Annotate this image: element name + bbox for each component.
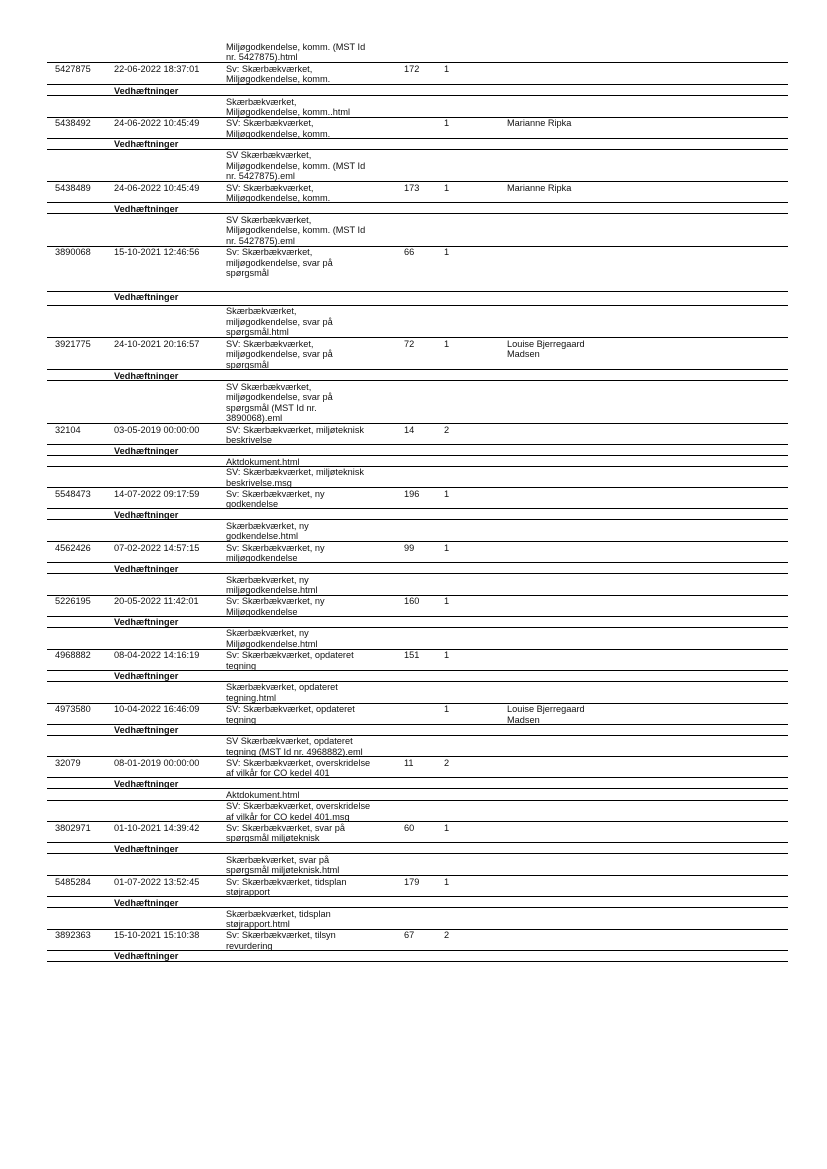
document-date: 20-05-2022 11:42:01 — [114, 596, 199, 607]
attachment-filename — [226, 801, 370, 822]
document-number: 66 — [404, 247, 415, 258]
attachment-header-row — [47, 202, 788, 213]
attachment-header-row — [47, 724, 788, 735]
document-id: 3802971 — [55, 822, 91, 833]
document-number: 11 — [404, 757, 414, 768]
document-title — [226, 247, 333, 279]
document-title-line: spørgsmål miljøteknisk — [226, 833, 320, 844]
attachment-filename-line: tegning.html — [226, 692, 277, 703]
document-title-line: tegning — [226, 660, 257, 671]
attachment-filename-line: spørgsmål miljøteknisk.html — [226, 865, 340, 876]
document-title-line: Sv: Skærbækværket, tilsyn — [226, 930, 336, 941]
document-id: 5548473 — [55, 488, 91, 499]
document-number: 151 — [404, 650, 420, 661]
sender-name — [507, 704, 585, 725]
attachment-file-row — [47, 455, 788, 466]
document-date: 07-02-2022 14:57:15 — [114, 542, 200, 553]
attachment-header-label: Vedhæftninger — [114, 139, 179, 150]
attachment-file-row — [47, 305, 788, 337]
attachment-header-label: Vedhæftninger — [114, 843, 179, 854]
attachment-filename-line: Skærbækværket, — [226, 306, 297, 317]
attachment-filename-line: Aktdokument.html — [226, 789, 300, 800]
attachment-header-row — [47, 444, 788, 455]
attachment-header-row — [47, 896, 788, 907]
sender-name-line: Louise Bjerregaard — [507, 338, 585, 349]
document-title-line: af vilkår for CO kedel 401 — [226, 768, 330, 779]
document-title-line: Sv: Skærbækværket, tidsplan — [226, 876, 347, 887]
attachment-count: 1 — [444, 822, 450, 833]
attachment-filename-line: SV: Skærbækværket, overskridelse — [226, 801, 371, 811]
attachment-header-row — [47, 508, 788, 519]
document-title-line: Sv: Skærbækværket, — [226, 247, 313, 258]
attachment-filename-line: SV Skærbækværket, — [226, 150, 312, 161]
attachment-count: 1 — [444, 247, 450, 258]
record-row — [47, 756, 788, 777]
attachment-header-label: Vedhæftninger — [114, 778, 179, 789]
attachment-filename — [226, 521, 309, 542]
record-row — [47, 703, 788, 724]
attachment-count: 1 — [444, 63, 450, 74]
sender-name-line: Marianne Ripka — [507, 182, 572, 193]
attachment-filename-line: Miljøgodkendelse, komm. (MST Id — [226, 41, 366, 52]
record-row — [47, 541, 788, 562]
document-number: 67 — [404, 930, 415, 941]
document-title-line: Miljøgodkendelse, komm. — [226, 128, 331, 139]
attachment-header-label: Vedhæftninger — [114, 509, 179, 520]
document-title-line: Miljøgodkendelse — [226, 606, 298, 617]
attachment-header-row — [47, 950, 788, 961]
document-title-line: SV: Skærbækværket, — [226, 338, 314, 349]
attachment-filename — [226, 150, 365, 182]
sender-name — [507, 118, 571, 129]
attachment-filename-line: SV: Skærbækværket, miljøteknisk — [226, 467, 365, 477]
attachment-count: 1 — [444, 488, 450, 499]
document-id: 5485284 — [55, 876, 91, 887]
attachment-filename-line: Skærbækværket, — [226, 96, 297, 107]
attachment-file-row — [47, 466, 788, 488]
document-title-line: miljøgodkendelse, svar på — [226, 349, 333, 360]
attachment-filename-line: Miljøgodkendelse, komm..html — [226, 107, 351, 118]
attachment-filename-line: SV Skærbækværket, opdateret — [226, 736, 353, 746]
record-row — [47, 929, 788, 950]
attachment-count: 2 — [444, 424, 450, 435]
document-number: 179 — [404, 876, 420, 887]
sender-name — [507, 339, 585, 360]
attachment-filename-line: Miljøgodkendelse.html — [226, 638, 318, 649]
document-title-line: beskrivelse — [226, 435, 272, 446]
document-id: 32104 — [55, 424, 81, 435]
attachment-count: 2 — [444, 930, 450, 941]
document-title-line: godkendelse — [226, 499, 279, 510]
document-title — [226, 339, 333, 371]
document-title-line: SV: Skærbækværket, — [226, 182, 314, 193]
document-number: 14 — [404, 424, 415, 435]
attachment-filename-line: nr. 5427875).html — [226, 52, 298, 63]
attachment-filename-line: Skærbækværket, ny — [226, 628, 309, 639]
document-title-line: Miljøgodkendelse, komm. — [226, 193, 331, 204]
attachment-file-row — [47, 735, 788, 757]
document-number: 160 — [404, 596, 420, 607]
attachment-file-row — [47, 380, 788, 423]
attachment-filename-line: 3890068).eml — [226, 413, 283, 424]
document-title-line: spørgsmål — [226, 268, 269, 279]
document-title — [226, 704, 355, 725]
attachment-header-label: Vedhæftninger — [114, 897, 179, 908]
attachment-count: 1 — [444, 876, 450, 887]
document-date: 15-10-2021 12:46:56 — [114, 247, 200, 258]
attachment-filename-line: miljøgodkendelse.html — [226, 585, 318, 596]
document-title — [226, 489, 325, 510]
record-row — [47, 821, 788, 842]
document-title-line: Sv: Skærbækværket, ny — [226, 596, 325, 607]
attachment-filename — [226, 736, 363, 757]
document-date: 01-10-2021 14:39:42 — [114, 822, 200, 833]
attachment-file-row — [47, 149, 788, 181]
document-number: 172 — [404, 63, 420, 74]
attachment-header-row — [47, 138, 788, 149]
attachment-filename — [226, 382, 333, 424]
attachment-filename-line: miljøgodkendelse, svar på — [226, 316, 333, 327]
document-title-line: Sv: Skærbækværket, ny — [226, 488, 325, 499]
document-title-line: tegning — [226, 714, 257, 725]
document-title — [226, 877, 347, 898]
document-title — [226, 118, 330, 139]
attachment-header-label: Vedhæftninger — [114, 203, 179, 214]
attachment-filename-line: Aktdokument.html — [226, 456, 300, 467]
document-title-line: SV: Skærbækværket, miljøteknisk — [226, 424, 365, 435]
attachment-header-row — [47, 616, 788, 627]
attachment-filename — [226, 682, 338, 703]
document-title-line: miljøgodkendelse — [226, 553, 298, 564]
document-title-line: revurdering — [226, 940, 273, 951]
attachment-count: 1 — [444, 704, 450, 714]
attachment-file-row — [47, 788, 788, 799]
attachment-count: 1 — [444, 118, 450, 129]
record-row — [47, 246, 788, 291]
document-title-line: Sv: Skærbækværket, opdateret — [226, 650, 354, 661]
attachment-header-label: Vedhæftninger — [114, 617, 179, 628]
attachment-filename — [226, 97, 350, 118]
document-title-line: Sv: Skærbækværket, svar på — [226, 822, 345, 833]
attachment-header-row — [47, 291, 788, 305]
attachment-filename-line: af vilkår for CO kedel 401.msg — [226, 811, 350, 822]
document-id: 5226195 — [55, 596, 91, 607]
attachment-filename-line: tegning (MST Id nr. 4968882).eml — [226, 746, 363, 757]
document-date: 08-04-2022 14:16:19 — [114, 650, 200, 661]
attachment-filename-line: nr. 5427875).eml — [226, 235, 295, 246]
document-title-line: støjrapport — [226, 887, 270, 898]
attachment-filename — [226, 306, 333, 338]
attachment-header-row — [47, 562, 788, 573]
attachment-header-label: Vedhæftninger — [114, 85, 179, 96]
document-date: 15-10-2021 15:10:38 — [114, 930, 200, 941]
document-date: 22-06-2022 18:37:01 — [114, 63, 200, 74]
attachment-file-row — [47, 853, 788, 875]
attachment-header-row — [47, 777, 788, 788]
attachment-header-row — [47, 670, 788, 681]
attachment-header-row — [47, 84, 788, 95]
record-row — [47, 181, 788, 202]
record-row — [47, 62, 788, 84]
attachment-filename — [226, 909, 331, 930]
attachment-header-label: Vedhæftninger — [114, 370, 179, 381]
attachment-filename — [226, 42, 365, 63]
document-title — [226, 425, 364, 446]
attachment-file-row — [47, 627, 788, 649]
document-id: 4968882 — [55, 650, 91, 661]
attachment-header-row — [47, 369, 788, 380]
document-date: 24-06-2022 10:45:49 — [114, 182, 200, 193]
record-row — [47, 423, 788, 444]
document-title-line: Sv: Skærbækværket, ny — [226, 542, 325, 553]
document-number: 99 — [404, 542, 415, 553]
attachment-filename-line: SV Skærbækværket, — [226, 381, 312, 392]
attachment-filename — [226, 215, 365, 247]
document-number: 72 — [404, 338, 415, 349]
record-row — [47, 875, 788, 896]
document-date: 01-07-2022 13:52:45 — [114, 876, 200, 887]
attachment-filename-line: Miljøgodkendelse, komm. (MST Id — [226, 225, 366, 236]
document-date: 14-07-2022 09:17:59 — [114, 488, 200, 499]
sender-name-line: Madsen — [507, 714, 540, 725]
attachment-filename — [226, 855, 339, 876]
sender-name-line: Marianne Ripka — [507, 118, 572, 129]
record-row — [47, 649, 788, 670]
attachment-filename-line: beskrivelse.msg — [226, 477, 292, 488]
document-id: 5438489 — [55, 182, 91, 193]
attachment-filename — [226, 467, 364, 488]
attachment-filename-line: Skærbækværket, ny — [226, 520, 309, 531]
attachment-header-label: Vedhæftninger — [114, 292, 179, 303]
document-id: 3890068 — [55, 247, 91, 258]
document-id: 5438492 — [55, 118, 91, 129]
attachment-filename-line: Skærbækværket, svar på — [226, 854, 330, 865]
attachment-filename-line: Skærbækværket, ny — [226, 574, 309, 585]
document-date: 08-01-2019 00:00:00 — [114, 757, 200, 768]
record-row — [47, 595, 788, 616]
sender-name-line: Louise Bjerregaard — [507, 704, 585, 714]
attachment-filename-line: Skærbækværket, opdateret — [226, 682, 338, 693]
attachment-count: 2 — [444, 757, 450, 768]
attachment-file-row — [47, 40, 788, 62]
sender-name — [507, 183, 571, 194]
document-id: 4973580 — [55, 704, 91, 714]
document-date: 03-05-2019 00:00:00 — [114, 424, 200, 435]
attachment-header-row — [47, 842, 788, 853]
attachment-header-label: Vedhæftninger — [114, 445, 179, 456]
document-id: 3921775 — [55, 338, 91, 349]
attachment-header-label: Vedhæftninger — [114, 951, 179, 962]
attachment-header-label: Vedhæftninger — [114, 563, 179, 574]
document-title-line: miljøgodkendelse, svar på — [226, 257, 333, 268]
attachment-file-row — [47, 95, 788, 117]
attachment-file-row — [47, 800, 788, 822]
document-id: 5427875 — [55, 63, 91, 74]
document-number: 60 — [404, 822, 415, 833]
attachment-filename-line: godkendelse.html — [226, 531, 299, 542]
document-title — [226, 596, 325, 617]
document-date: 24-10-2021 20:16:57 — [114, 338, 200, 349]
attachment-file-row — [47, 907, 788, 929]
document-title-line: Sv: Skærbækværket, — [226, 63, 313, 74]
document-id: 4562426 — [55, 542, 91, 553]
document-title-line: Miljøgodkendelse, komm. — [226, 74, 331, 85]
document-id: 3892363 — [55, 930, 91, 941]
attachment-count: 1 — [444, 542, 450, 553]
record-row — [47, 487, 788, 508]
attachment-filename-line: spørgsmål (MST Id nr. — [226, 402, 317, 413]
attachment-filename-line: Skærbækværket, tidsplan — [226, 908, 331, 919]
attachment-filename-line: Miljøgodkendelse, komm. (MST Id — [226, 160, 366, 171]
attachment-filename-line: støjrapport.html — [226, 919, 290, 930]
attachment-header-label: Vedhæftninger — [114, 725, 179, 735]
attachment-filename — [226, 628, 317, 649]
attachment-filename-line: miljøgodkendelse, svar på — [226, 392, 333, 403]
document-title — [226, 650, 354, 671]
attachment-count: 1 — [444, 182, 450, 193]
attachment-filename-line: nr. 5427875).eml — [226, 171, 295, 182]
attachment-file-row — [47, 573, 788, 595]
record-row — [47, 337, 788, 369]
attachment-count: 1 — [444, 596, 450, 607]
document-title-line: SV: Skærbækværket, overskridelse — [226, 757, 371, 768]
document-title-line: SV: Skærbækværket, opdateret — [226, 704, 355, 714]
document-title-line: spørgsmål — [226, 359, 269, 370]
document-number: 196 — [404, 488, 420, 499]
document-title — [226, 64, 330, 85]
attachment-filename — [226, 575, 317, 596]
attachment-count: 1 — [444, 338, 450, 349]
document-title — [226, 823, 345, 844]
record-row — [47, 117, 788, 138]
attachment-file-row — [47, 519, 788, 541]
attachment-filename-line: spørgsmål.html — [226, 327, 289, 338]
document-date: 24-06-2022 10:45:49 — [114, 118, 200, 129]
sender-name-line: Madsen — [507, 349, 540, 360]
document-title — [226, 183, 330, 204]
document-title — [226, 758, 370, 779]
document-title-line: SV: Skærbækværket, — [226, 118, 314, 129]
attachment-filename-line: SV Skærbækværket, — [226, 214, 312, 225]
document-number: 173 — [404, 182, 420, 193]
document-date: 10-04-2022 16:46:09 — [114, 704, 200, 714]
attachment-file-row — [47, 681, 788, 703]
attachment-count: 1 — [444, 650, 450, 661]
attachment-header-label: Vedhæftninger — [114, 671, 179, 682]
document-title — [226, 930, 336, 951]
document-id: 32079 — [55, 757, 81, 768]
document-title — [226, 543, 325, 564]
attachment-file-row — [47, 213, 788, 245]
table-bottom-border — [47, 961, 788, 962]
